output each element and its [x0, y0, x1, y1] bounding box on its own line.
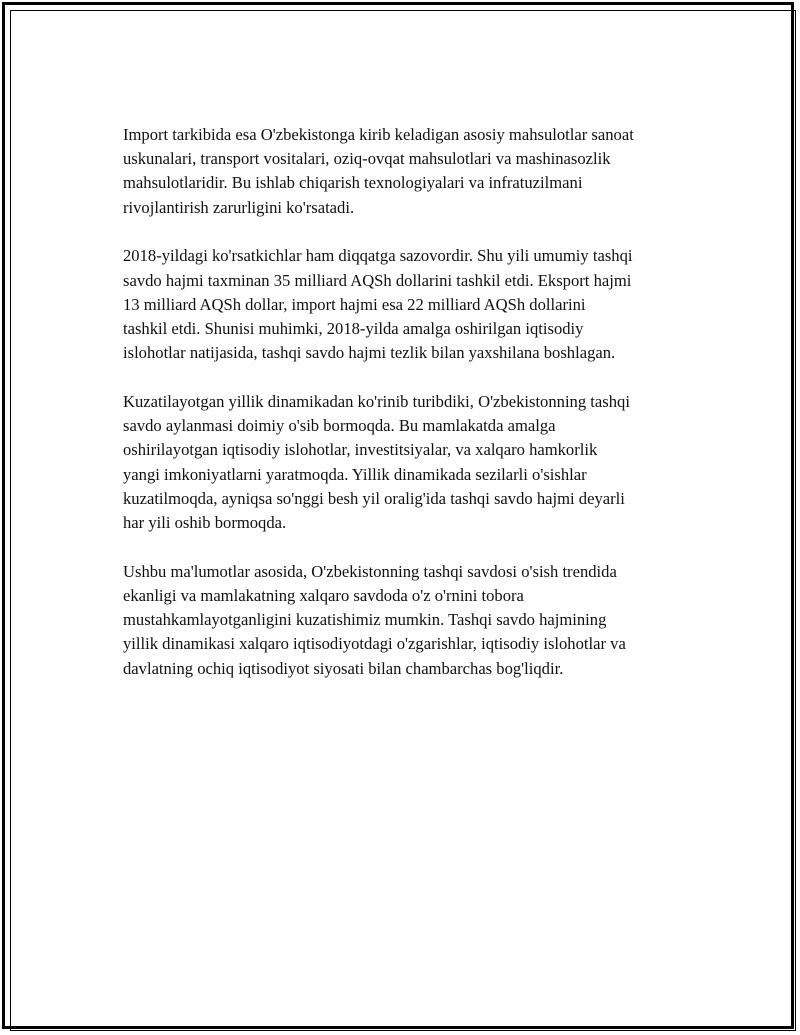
- paragraph-conclusion: Ushbu ma'lumotlar asosida, O'zbekistonning tashqi savdosi o'sish trendida ekanligi va mamlakatning xalqaro savdoda o'z o'rnini tobora mustahkamlayotganligini kuzatishimiz mumkin. Tashqi savdo hajmining yillik dinamikasi xalqaro iqtisodiyotdagi o'zgarishlar, iqtisodiy islohotlar va davlatning ochiq iqtisodiyot siyosati bilan chambarchas bog'liqdir.: [123, 561, 626, 678]
- paragraph-import-structure: Import tarkibida esa O'zbekistonga kirib keladigan asosiy mahsulotlar sanoat uskunalari, transport vositalari, oziq-ovqat mahsulotlari va mashinasozlik mahsulotlaridir. Bu ishlab chiqarish texnologiyalari va infratuzilmani rivojlantirish zarurligini ko'rsatadi.: [123, 125, 634, 217]
- paragraph-annual-dynamics: Kuzatilayotgan yillik dinamikadan ko'rinib turibdiki, O'zbekistonning tashqi savdo aylanmasi doimiy o'sib bormoqda. Bu mamlakatda amalga oshirilayotgan iqtisodiy islohotlar, investitsiyalar, va xalqaro hamkorlik yangi imkoniyatlarni yaratmoqda. Yillik dinamikada sezilarli o'sishlar kuzatilmoqda, ayniqsa so'nggi besh yil oralig'ida tashqi savdo hajmi deyarli har yili oshib bormoqda.: [123, 392, 630, 533]
- page-frame: [2, 2, 794, 1029]
- document-body: [123, 123, 703, 705]
- paragraph-2018-indicators: 2018-yildagi ko'rsatkichlar ham diqqatga sazovordir. Shu yili umumiy tashqi savdo hajmi taxminan 35 milliard AQSh dollarini tashkil etdi. Eksport hajmi 13 milliard AQSh dollar, import hajmi esa 22 milliard AQSh dollarini tashkil etdi. Shunisi muhimki, 2018-yilda amalga oshirilgan iqtisodiy islohotlar natijasida, tashqi savdo hajmi tezlik bilan yaxshilana boshlagan.: [123, 246, 633, 363]
